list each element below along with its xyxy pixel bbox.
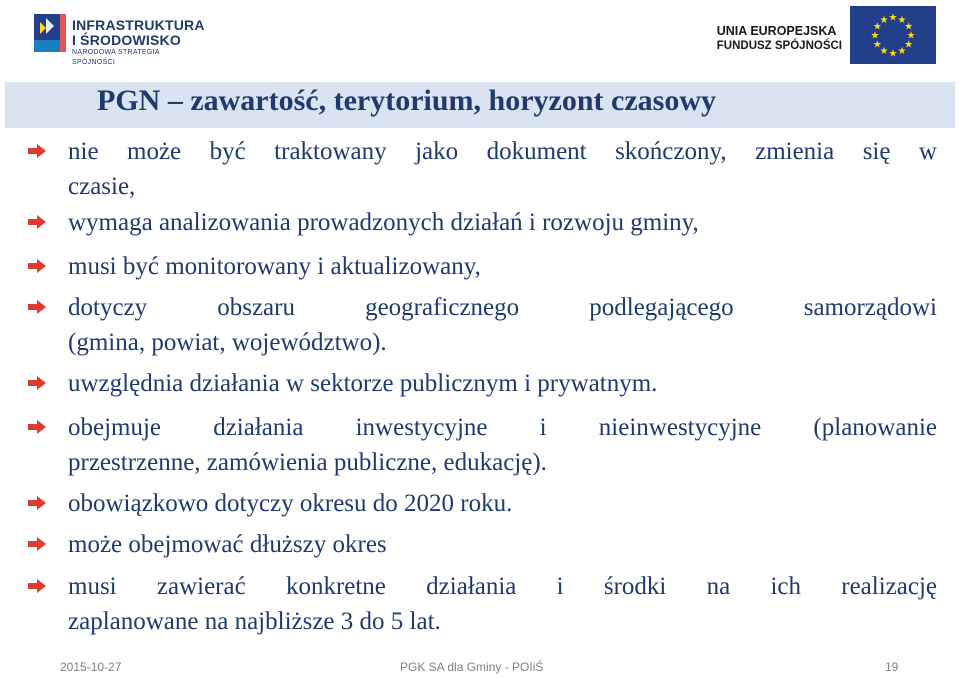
eu-star-icon: ★ bbox=[879, 14, 889, 26]
eu-star-icon: ★ bbox=[904, 39, 914, 51]
eu-star-icon: ★ bbox=[897, 14, 907, 26]
bullet-arrow-icon bbox=[28, 376, 48, 390]
infrastruktura-logo bbox=[30, 8, 205, 66]
eu-star-icon: ★ bbox=[872, 21, 882, 33]
bullet-text-line: musi zawierać konkretne działania i środki na ich realizację bbox=[68, 573, 937, 600]
eu-star-icon: ★ bbox=[906, 30, 916, 42]
bullet-text-line: nie może być traktowany jako dokument skończony, zmienia się w bbox=[68, 138, 937, 165]
logo-right-line1: UNIA EUROPEJSKA bbox=[716, 24, 837, 38]
bullet-arrow-icon bbox=[28, 579, 48, 593]
logo-left-line1: INFRASTRUKTURA bbox=[72, 17, 205, 33]
nss-emblem-icon bbox=[30, 8, 70, 58]
bullet-arrow-icon bbox=[28, 259, 48, 273]
bullet-text-line: może obejmować dłuższy okres bbox=[68, 531, 387, 558]
bullet-text-line: obowiązkowo dotyczy okresu do 2020 roku. bbox=[68, 490, 513, 517]
footer-org: PGK SA dla Gminy - POIiŚ bbox=[400, 660, 544, 674]
eu-star-icon: ★ bbox=[904, 21, 914, 33]
bullet-arrow-icon bbox=[28, 215, 48, 229]
eu-flag-icon bbox=[850, 6, 936, 64]
bullet-text-line: uwzględnia działania w sektorze publicznym i prywatnym. bbox=[68, 370, 658, 397]
bullet-text-line: wymaga analizowania prowadzonych działań i rozwoju gminy, bbox=[68, 209, 699, 236]
eu-star-icon: ★ bbox=[888, 48, 898, 60]
footer-date: 2015-10-27 bbox=[60, 660, 122, 674]
logo-left-line2: I ŚRODOWISKO bbox=[72, 32, 181, 48]
eu-fund-logo bbox=[716, 6, 936, 64]
bullet-arrow-icon bbox=[28, 420, 48, 434]
bullet-text-line: obejmuje działania inwestycyjne i nieinwestycyjne (planowanie bbox=[68, 414, 937, 441]
slide-title: PGN – zawartość, terytorium, horyzont czasowy bbox=[97, 84, 716, 117]
bullet-arrow-icon bbox=[28, 300, 48, 314]
bullet-text-line: zaplanowane na najbliższe 3 do 5 lat. bbox=[68, 608, 441, 635]
bullet-arrow-icon bbox=[28, 537, 48, 551]
logo-left-line3: NARODOWA STRATEGIA SPÓJNOŚCI bbox=[72, 49, 160, 66]
eu-star-icon: ★ bbox=[897, 46, 907, 58]
bullet-text-line: (gmina, powiat, województwo). bbox=[68, 329, 387, 356]
bullet-text-line: dotyczy obszaru geograficznego podlegającego samorządowi bbox=[68, 294, 937, 321]
bullet-text-line: czasie, bbox=[68, 173, 136, 200]
bullet-text-line: musi być monitorowany i aktualizowany, bbox=[68, 253, 481, 280]
eu-star-icon: ★ bbox=[879, 46, 889, 58]
bullet-arrow-icon bbox=[28, 496, 48, 510]
header-logos bbox=[0, 0, 960, 75]
logo-right-line2: FUNDUSZ SPÓJNOŚCI bbox=[716, 40, 842, 52]
bullet-text-line: przestrzenne, zamówienia publiczne, edukację). bbox=[68, 449, 547, 476]
bullet-arrow-icon bbox=[28, 144, 48, 158]
footer-page-number: 19 bbox=[885, 660, 899, 674]
eu-star-icon: ★ bbox=[872, 39, 882, 51]
eu-star-icon: ★ bbox=[870, 30, 880, 42]
eu-star-icon: ★ bbox=[888, 12, 898, 24]
